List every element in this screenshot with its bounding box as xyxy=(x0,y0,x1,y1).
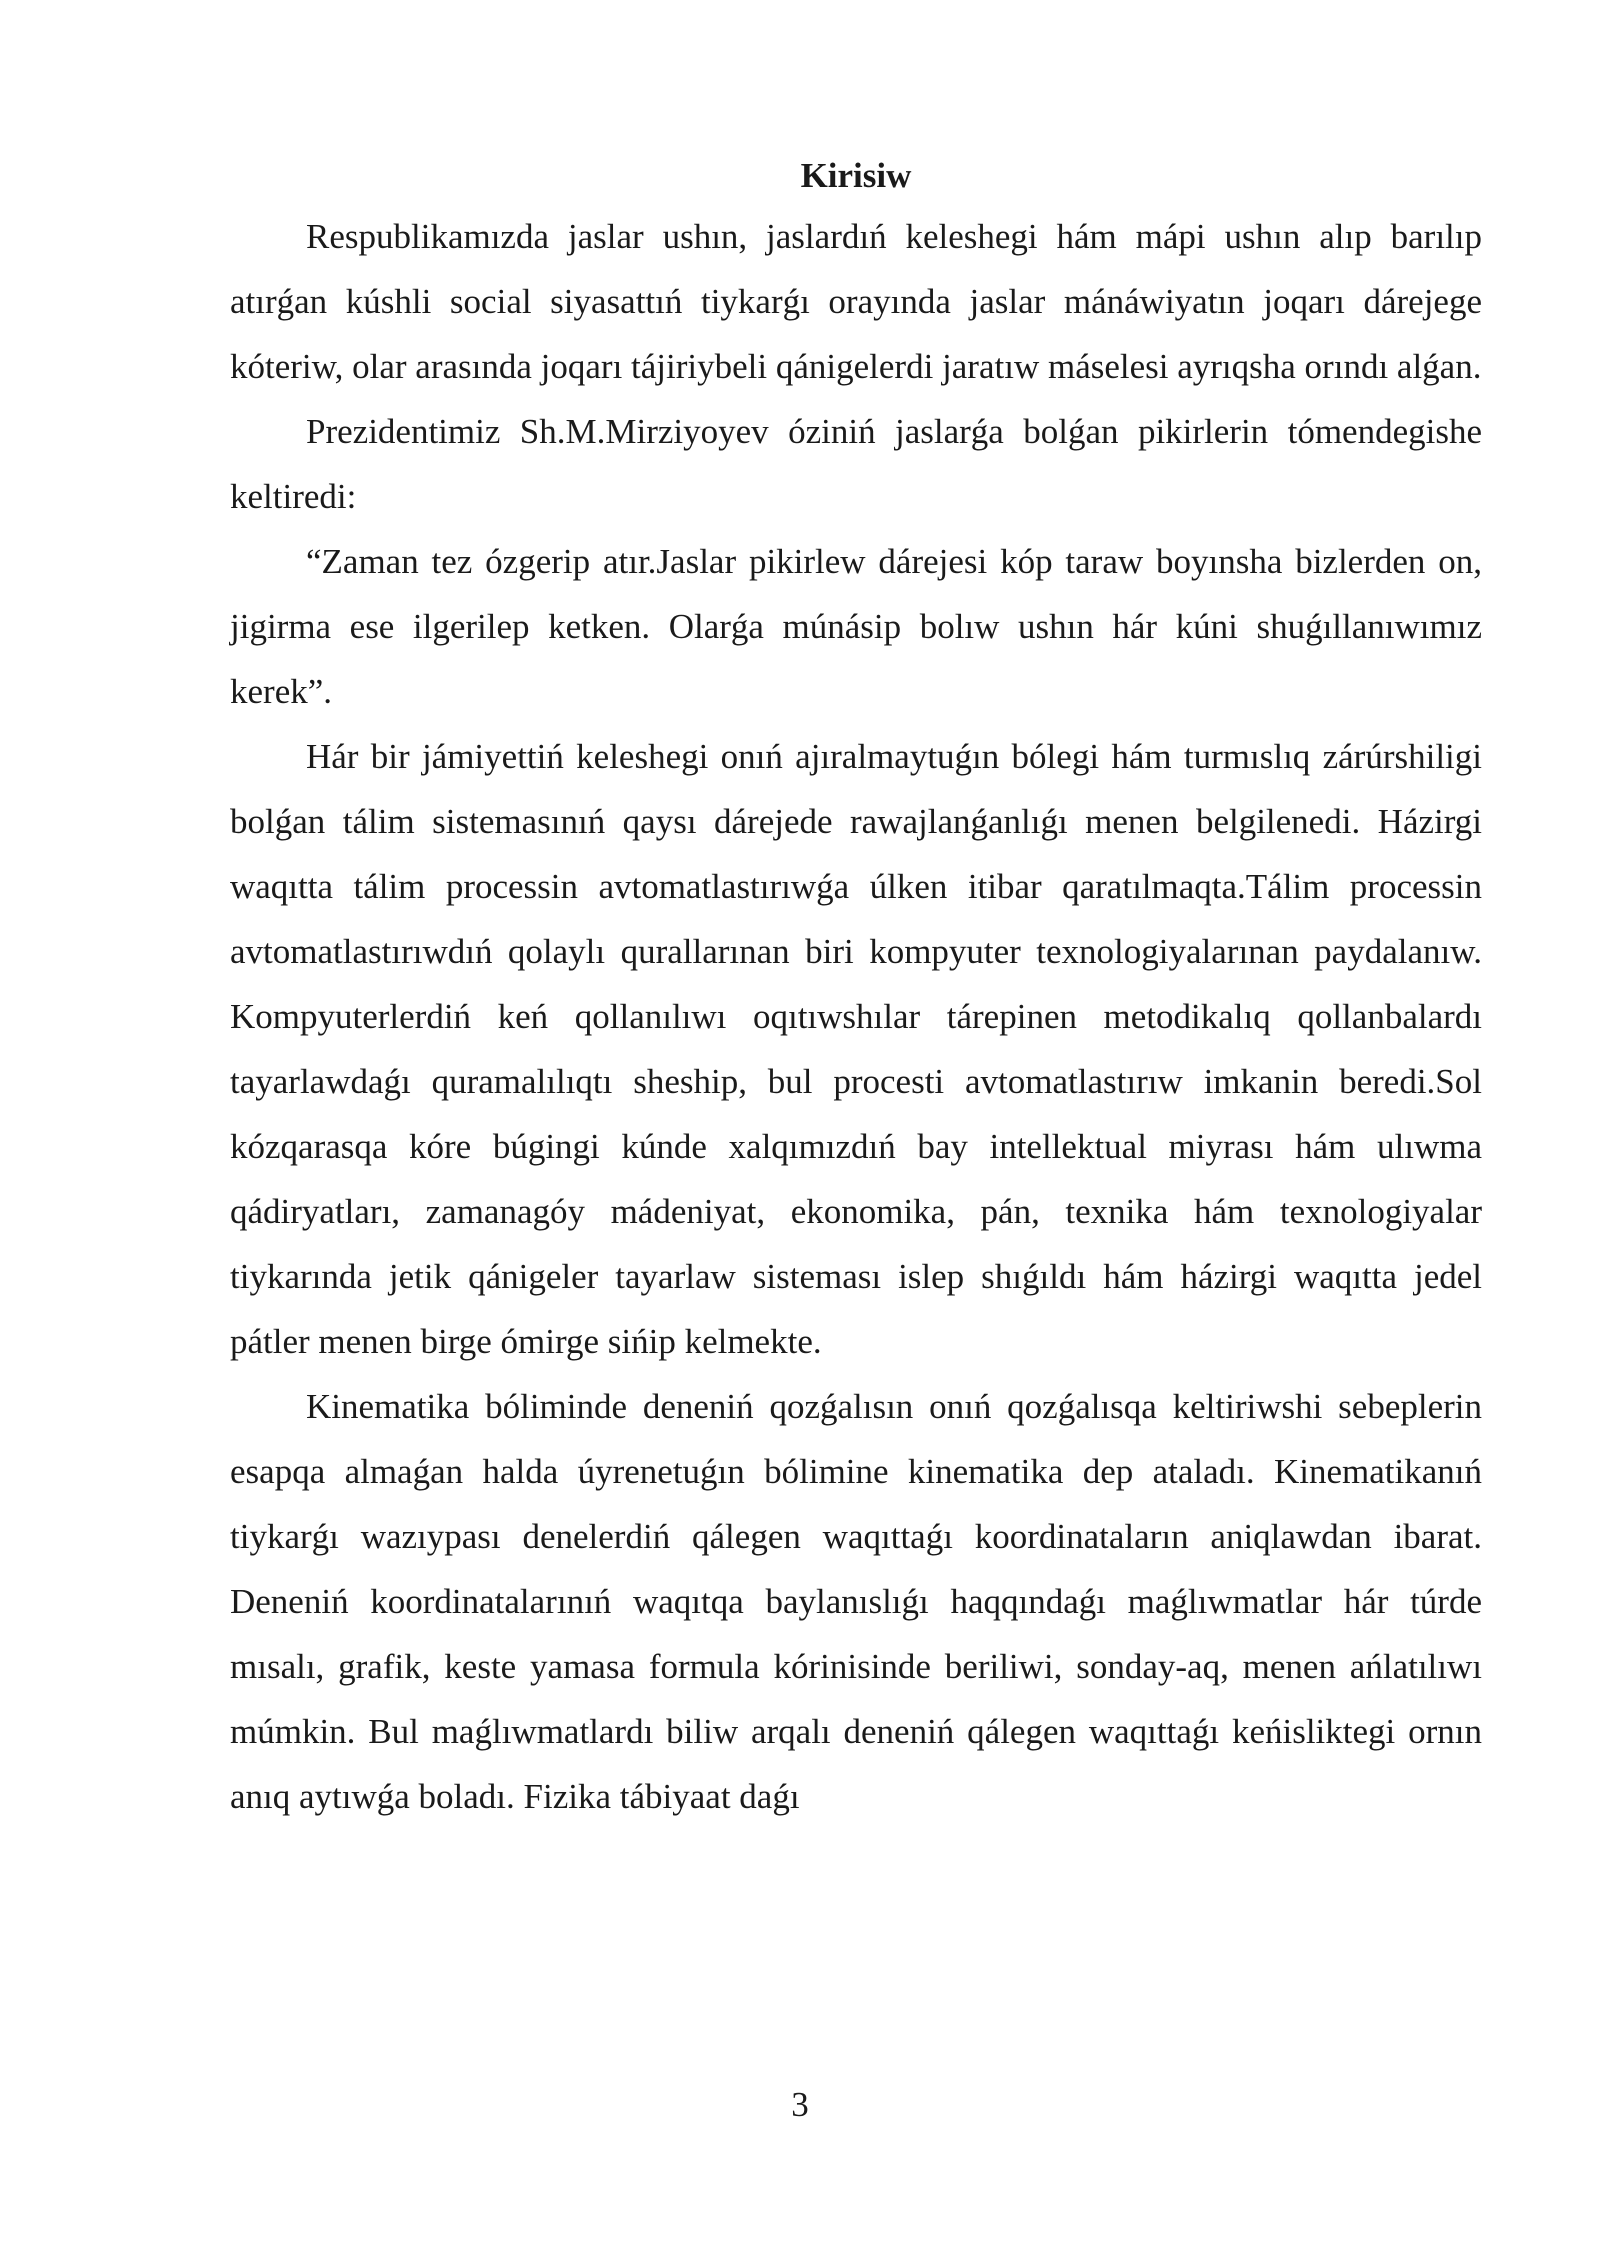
paragraph-5: Kinematika bóliminde deneniń qozǵalısın onıń qozǵalısqa keltiriwshi sebeplerin esapqa almaǵan halda úyrenetuǵın bólimine kinematika dep ataladı. Kinematikanıń tiykarǵı wazıypası denelerdiń qálegen waqıttaǵı koordinataların aniqlawdan ibarat. Deneniń koordinatalarınıń waqıtqa baylanıslıǵı haqqındaǵı maǵlıwmatlar hár túrde mısalı, grafik, keste yamasa formula kórinisinde beriliwi, sonday-aq, menen ańlatılıwı múmkin. Bul maǵlıwmatlardı biliw arqalı deneniń qálegen waqıttaǵı keńisliktegi ornın anıq aytıwǵa boladı. Fizika tábiyaat daǵı xyxy=(230,1387,1482,1816)
page-content xyxy=(230,150,1482,1829)
paragraph-quote: “Zaman tez ózgerip atır.Jaslar pikirlew dárejesi kóp taraw boyınsha bizlerden on, jigirma ese ilgerilep ketken. Olarǵa múnásip bolıw ushın hár kúni shuǵıllanıwımız kerek”. xyxy=(230,542,1482,711)
page-number: 3 xyxy=(791,2085,809,2124)
paragraph-4: Hár bir jámiyettiń keleshegi onıń ajıralmaytuǵın bólegi hám turmıslıq zárúrshiligi bolǵan tálim sistemasınıń qaysı dárejede rawajlanǵanlıǵı menen belgilenedi. Házirgi waqıtta tálim processin avtomatlastırıwǵa úlken itibar qaratılmaqta.Tálim processin avtomatlastırıwdıń qolaylı qurallarınan biri kompyuter texnologiyalarınan paydalanıw. Kompyuterlerdiń keń qollanılıwı oqıtıwshılar tárepinen metodikalıq qollanbalardı tayarlawdaǵı quramalılıqtı sheship, bul procesti avtomatlastırıw imkanin beredi.Sol kózqarasqa kóre búgingi kúnde xalqımızdıń bay intellektual miyrası hám ulıwma qádiryatları, zamanagóy mádeniyat, ekonomika, pán, texnika hám texnologiyalar tiykarında jetik qánigeler tayarlaw sisteması islep shıǵıldı hám házirgi waqıtta jedel pátler menen birge ómirge sińip kelmekte. xyxy=(230,737,1482,1361)
paragraph-1: Respublikamızda jaslar ushın, jaslardıń keleshegi hám mápi ushın alıp barılıp atırǵan kúshli social siyasattıń tiykarǵı orayında jaslar mánáwiyatın joqarı dárejege kóteriw, olar arasında joqarı tájiriybeli qánigelerdi jaratıw máselesi ayrıqsha orındı alǵan. xyxy=(230,217,1482,386)
paragraph-2: Prezidentimiz Sh.M.Mirziyoyev óziniń jaslarǵa bolǵan pikirlerin tómendegishe keltiredi: xyxy=(230,412,1482,516)
section-title: Kirisiw xyxy=(800,156,912,195)
